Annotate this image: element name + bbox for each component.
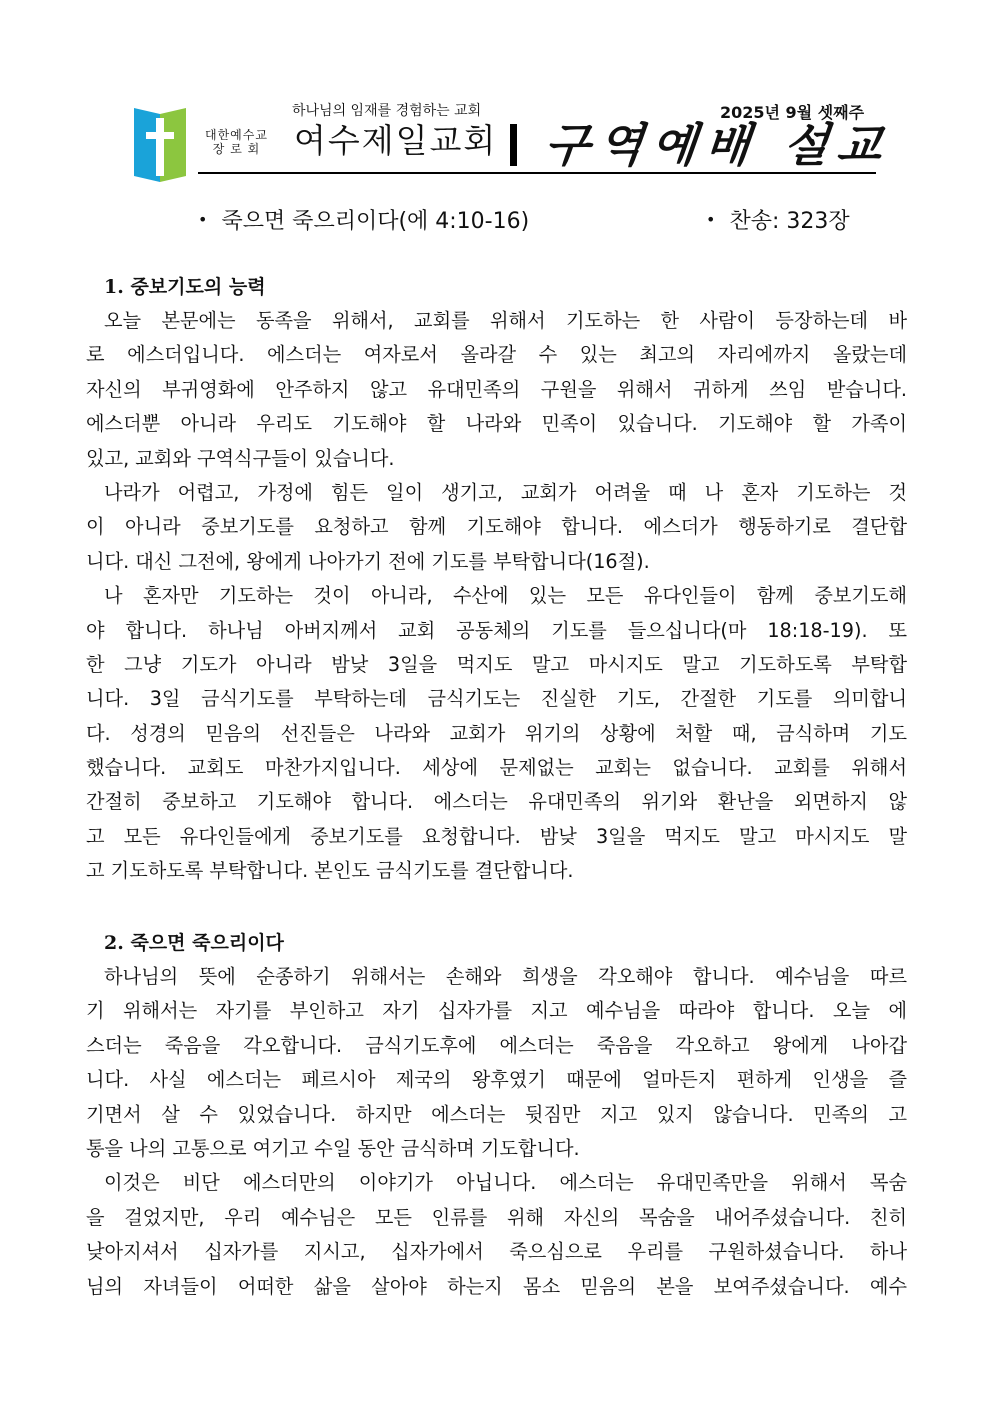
paragraph-line: 오늘 본문에는 동족을 위해서, 교회를 위해서 기도하는 한 사람이 등장하는데 바 xyxy=(104,309,907,332)
paragraph-line: 니다. 3일 금식기도를 부탁하는데 금식기도는 진실한 기도, 간절한 기도를 의미합니 xyxy=(86,687,907,711)
paragraph-line: 니다. 사실 에스더는 페르시아 제국의 왕후였기 때문에 얼마든지 편하게 인생을 즐 xyxy=(86,1068,907,1092)
paragraph-line: 로 에스더입니다. 에스더는 여자로서 올라갈 수 있는 최고의 자리에까지 올랐는데 xyxy=(86,343,907,367)
paragraph-line: 을 걸었지만, 우리 예수님은 모든 인류를 위해 자신의 목숨을 내어주셨습니다. 친히 xyxy=(86,1205,907,1229)
bullet-icon: • xyxy=(198,210,208,229)
paragraph-line: 고 모든 유다인들에게 중보기도를 요청합니다. 밤낮 3일을 먹지도 말고 마시지도 말 xyxy=(86,824,907,848)
paragraph-line: 나라가 어렵고, 가정에 힘든 일이 생기고, 교회가 어려울 때 나 혼자 기도하는 것 xyxy=(104,480,907,504)
denomination-line2: 장 로 회 xyxy=(212,142,261,156)
paragraph-line: 있고, 교회와 구역식구들이 있습니다. xyxy=(86,446,395,470)
paragraph-line: 니다. 대신 그전에, 왕에게 나아가기 전에 기도를 부탁합니다(16절). xyxy=(86,549,650,573)
paragraph-line: 자신의 부귀영화에 안주하지 않고 유대민족의 구원을 위해서 귀하게 쓰임 받습니다. xyxy=(86,377,907,401)
paragraph-line: 이 아니라 중보기도를 요청하고 함께 기도해야 합니다. 에스더가 행동하기로 결단합 xyxy=(86,515,907,539)
section-2 xyxy=(86,926,907,1304)
paragraph-line: 했습니다. 교회도 마찬가지입니다. 세상에 문제없는 교회는 없습니다. 교회를 위해서 xyxy=(86,756,907,780)
scripture-reference xyxy=(198,203,529,239)
paragraph-line: 기 위해서는 자기를 부인하고 자기 십자가를 지고 예수님을 따라야 합니다. 오늘 에 xyxy=(86,999,907,1023)
header-rule xyxy=(198,172,876,174)
paragraph-line: 기면서 살 수 있었습니다. 하지만 에스더는 뒷짐만 지고 있지 않습니다. 민족의 고 xyxy=(86,1102,907,1126)
paragraph-line: 고 기도하도록 부탁합니다. 본인도 금식기도를 결단합니다. xyxy=(86,859,574,883)
section-1 xyxy=(86,270,907,889)
paragraph-line: 한 그냥 기도가 아니라 밤낮 3일을 먹지도 말고 마시지도 말고 기도하도록 부탁합 xyxy=(86,652,907,676)
paragraph-line: 다. 성경의 믿음의 선진들은 나라와 교회가 위기의 상황에 처할 때, 금식하며 기도 xyxy=(86,721,907,745)
denomination-line1: 대한예수교 xyxy=(205,128,268,142)
section-heading: 2. 죽으면 죽으리이다 xyxy=(104,932,284,954)
bullet-icon: • xyxy=(706,210,716,229)
paragraph-line: 스더는 죽음을 각오합니다. 금식기도후에 에스더는 죽음을 각오하고 왕에게 나아갑 xyxy=(86,1033,907,1057)
sermon-series-title: 구역예배 설교 xyxy=(542,118,894,172)
paragraph-line: 하나님의 뜻에 순종하기 위해서는 손해와 희생을 각오해야 합니다. 예수님을 따르 xyxy=(104,965,907,988)
section-heading: 1. 중보기도의 능력 xyxy=(104,276,266,298)
scripture-text: 죽으면 죽으리이다(에 4:10-16) xyxy=(221,209,530,234)
paragraph-line: 낮아지셔서 십자가를 지시고, 십자가에서 죽으심으로 우리를 구원하셨습니다. 하나 xyxy=(86,1240,907,1264)
hymn-text: 찬송: 323장 xyxy=(729,209,850,234)
sermon-date: 2025년 9월 셋째주 xyxy=(720,103,865,122)
church-motto: 하나님의 임재를 경험하는 교회 xyxy=(292,103,482,119)
paragraph-line: 야 합니다. 하나님 아버지께서 교회 공동체의 기도를 들으십니다(마 18:18-19). 또 xyxy=(86,618,907,642)
paragraph-line: 통을 나의 고통으로 여기고 수일 동안 금식하며 기도합니다. xyxy=(86,1136,580,1160)
paragraph-line: 나 혼자만 기도하는 것이 아니라, 수산에 있는 모든 유다인들이 함께 중보기도해 xyxy=(104,584,907,608)
paragraph-line: 간절히 중보하고 기도해야 합니다. 에스더는 유대민족의 위기와 환난을 외면하지 않 xyxy=(86,790,907,814)
hymn-reference xyxy=(706,203,850,239)
paragraph-line: 이것은 비단 에스더만의 이야기가 아닙니다. 에스더는 유대민족만을 위해서 목숨 xyxy=(104,1171,907,1195)
church-name: 여수제일교회 xyxy=(294,121,498,160)
church-cross-logo-icon xyxy=(134,104,186,186)
paragraph-line: 님의 자녀들이 어떠한 삶을 살아야 하는지 몸소 믿음의 본을 보여주셨습니다. 예수 xyxy=(86,1274,907,1298)
denomination-label xyxy=(205,128,268,156)
title-divider-bar xyxy=(510,124,517,166)
paragraph-line: 에스더뿐 아니라 우리도 기도해야 할 나라와 민족이 있습니다. 기도해야 할 가족이 xyxy=(86,412,907,436)
